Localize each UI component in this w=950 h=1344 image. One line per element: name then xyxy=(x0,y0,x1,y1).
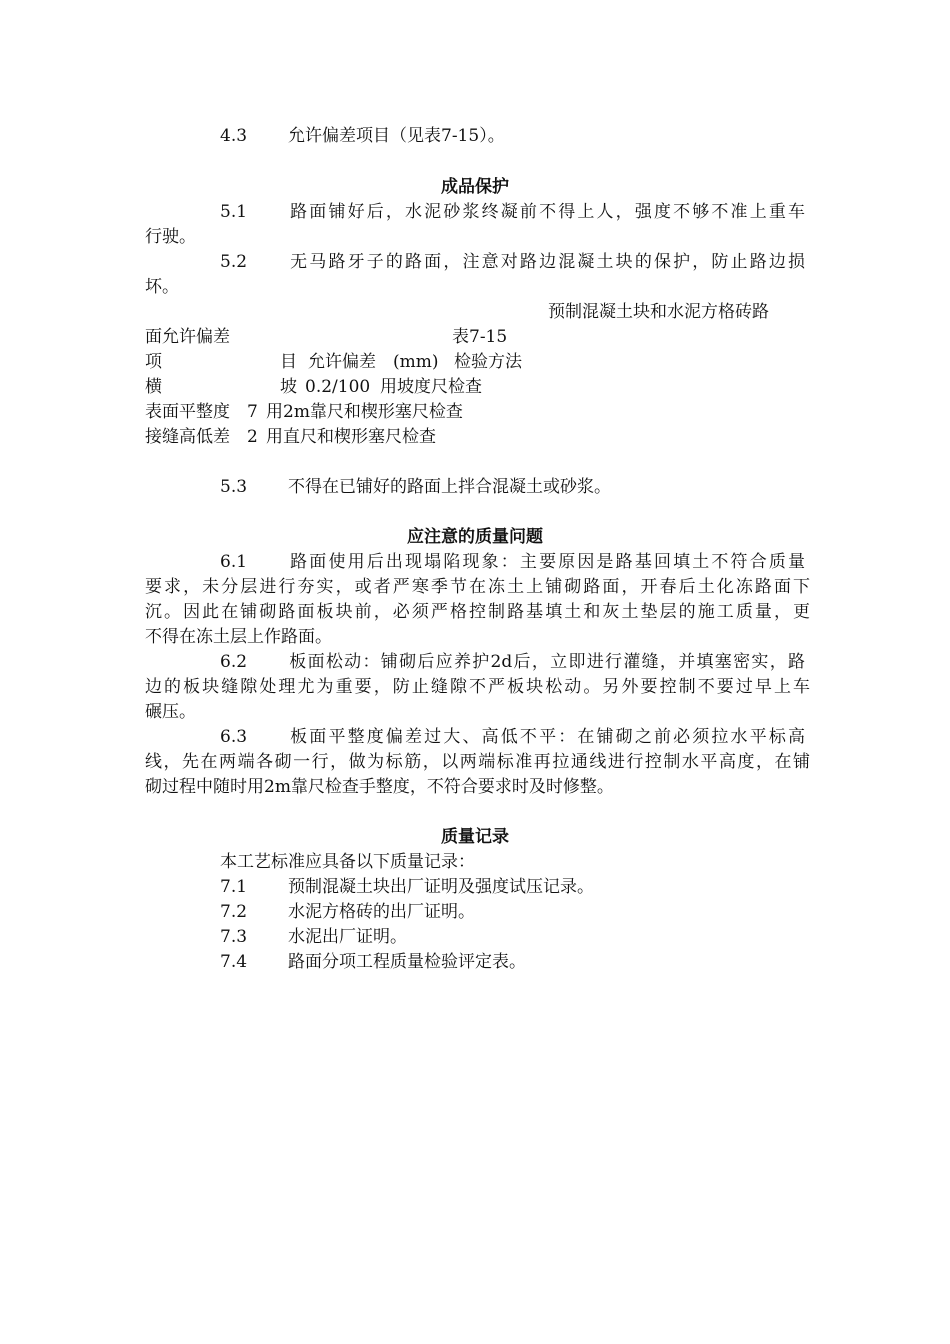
table-caption-line1: 预制混凝土块和水泥方格砖路 xyxy=(548,302,769,322)
section-heading-finished-product-protection: 成品保护 xyxy=(441,177,509,197)
table-row-3-method: 用直尺和楔形塞尺检查 xyxy=(266,427,436,447)
record-item-7-2 xyxy=(220,900,720,925)
record-item-7-1 xyxy=(220,875,720,900)
section-heading-quality-issues: 应注意的质量问题 xyxy=(407,527,543,547)
record-item-7-3 xyxy=(220,925,720,950)
item-4-3 xyxy=(220,124,720,149)
item-number: 7.3 xyxy=(220,927,248,947)
item-number: 6.2 xyxy=(220,652,248,672)
item-6-3-line3: 砌过程中随时用2m靠尺检查手整度，不符合要求时及时修整。 xyxy=(145,777,614,797)
table-row-1-item-b: 坡 xyxy=(280,377,297,397)
table-header-item-a: 项 xyxy=(145,352,162,372)
table-caption-line2-left: 面允许偏差 xyxy=(145,327,230,347)
record-item-7-4 xyxy=(220,950,720,975)
table-row-2-method: 用2m靠尺和楔形塞尺检查 xyxy=(266,402,463,422)
item-6-3-line2: 线，先在两端各砌一行，做为标筋，以两端标准再拉通线进行控制水平高度，在铺 xyxy=(145,752,810,772)
item-6-2-line1 xyxy=(220,650,805,675)
table-number: 表7-15 xyxy=(452,327,508,347)
item-5-2-line1 xyxy=(220,250,805,275)
table-row-3-tolerance: 2 xyxy=(247,427,258,447)
item-number: 6.3 xyxy=(220,727,248,747)
table-row-3-item: 接缝高低差 xyxy=(145,427,230,447)
table-row-2-item: 表面平整度 xyxy=(145,402,230,422)
table-header-method: 检验方法 xyxy=(454,352,522,372)
item-6-1-line2: 要求，未分层进行夯实，或者严寒季节在冻土上铺砌路面，开春后土化冻路面下 xyxy=(145,577,810,597)
table-row-1-item-a: 横 xyxy=(145,377,162,397)
item-6-1-line3: 沉。因此在铺砌路面板块前，必须严格控制路基填土和灰土垫层的施工质量，更 xyxy=(145,602,810,622)
item-number: 6.1 xyxy=(220,552,248,572)
item-text: 水泥出厂证明。 xyxy=(288,927,407,947)
item-text: 不得在已铺好的路面上拌合混凝土或砂浆。 xyxy=(288,477,611,497)
item-number: 5.1 xyxy=(220,202,248,222)
table-row-1-tolerance: 0.2/100 xyxy=(305,377,371,397)
item-5-2-line2: 坏。 xyxy=(145,277,179,297)
item-text: 路面分项工程质量检验评定表。 xyxy=(288,952,526,972)
item-6-2-line3: 碾压。 xyxy=(145,702,196,722)
item-text: 路面铺好后，水泥砂浆终凝前不得上人，强度不够不准上重车 xyxy=(288,202,805,222)
item-text: 板面平整度偏差过大、高低不平：在铺砌之前必须拉水平标高 xyxy=(288,727,805,747)
item-text: 水泥方格砖的出厂证明。 xyxy=(288,902,475,922)
table-header-tolerance: 允许偏差 (mm) xyxy=(308,352,439,372)
item-6-2-line2: 边的板块缝隙处理尤为重要，防止缝隙不严板块松动。另外要控制不要过早上车 xyxy=(145,677,810,697)
table-row-2-tolerance: 7 xyxy=(247,402,258,422)
item-text: 无马路牙子的路面，注意对路边混凝土块的保护，防止路边损 xyxy=(288,252,805,272)
item-text: 预制混凝土块出厂证明及强度试压记录。 xyxy=(288,877,594,897)
item-5-1-line1 xyxy=(220,200,805,225)
item-text: 板面松动：铺砌后应养护2d后，立即进行灌缝，并填塞密实，路 xyxy=(288,652,805,672)
item-number: 5.3 xyxy=(220,477,248,497)
item-6-1-line4: 不得在冻土层上作路面。 xyxy=(145,627,332,647)
table-header-item-b: 目 xyxy=(280,352,297,372)
item-text: 允许偏差项目（见表7-15）。 xyxy=(288,126,505,146)
item-number: 7.1 xyxy=(220,877,248,897)
item-5-3 xyxy=(220,475,780,500)
item-number: 5.2 xyxy=(220,252,248,272)
item-number: 4.3 xyxy=(220,126,248,146)
table-row-1-method: 用坡度尺检查 xyxy=(380,377,482,397)
item-6-1-line1 xyxy=(220,550,805,575)
item-5-1-line2: 行驶。 xyxy=(145,227,196,247)
item-number: 7.4 xyxy=(220,952,248,972)
section-heading-quality-records: 质量记录 xyxy=(441,827,509,847)
item-6-3-line1 xyxy=(220,725,805,750)
records-intro: 本工艺标准应具备以下质量记录： xyxy=(220,852,475,872)
item-number: 7.2 xyxy=(220,902,248,922)
item-text: 路面使用后出现塌陷现象：主要原因是路基回填土不符合质量 xyxy=(288,552,805,572)
